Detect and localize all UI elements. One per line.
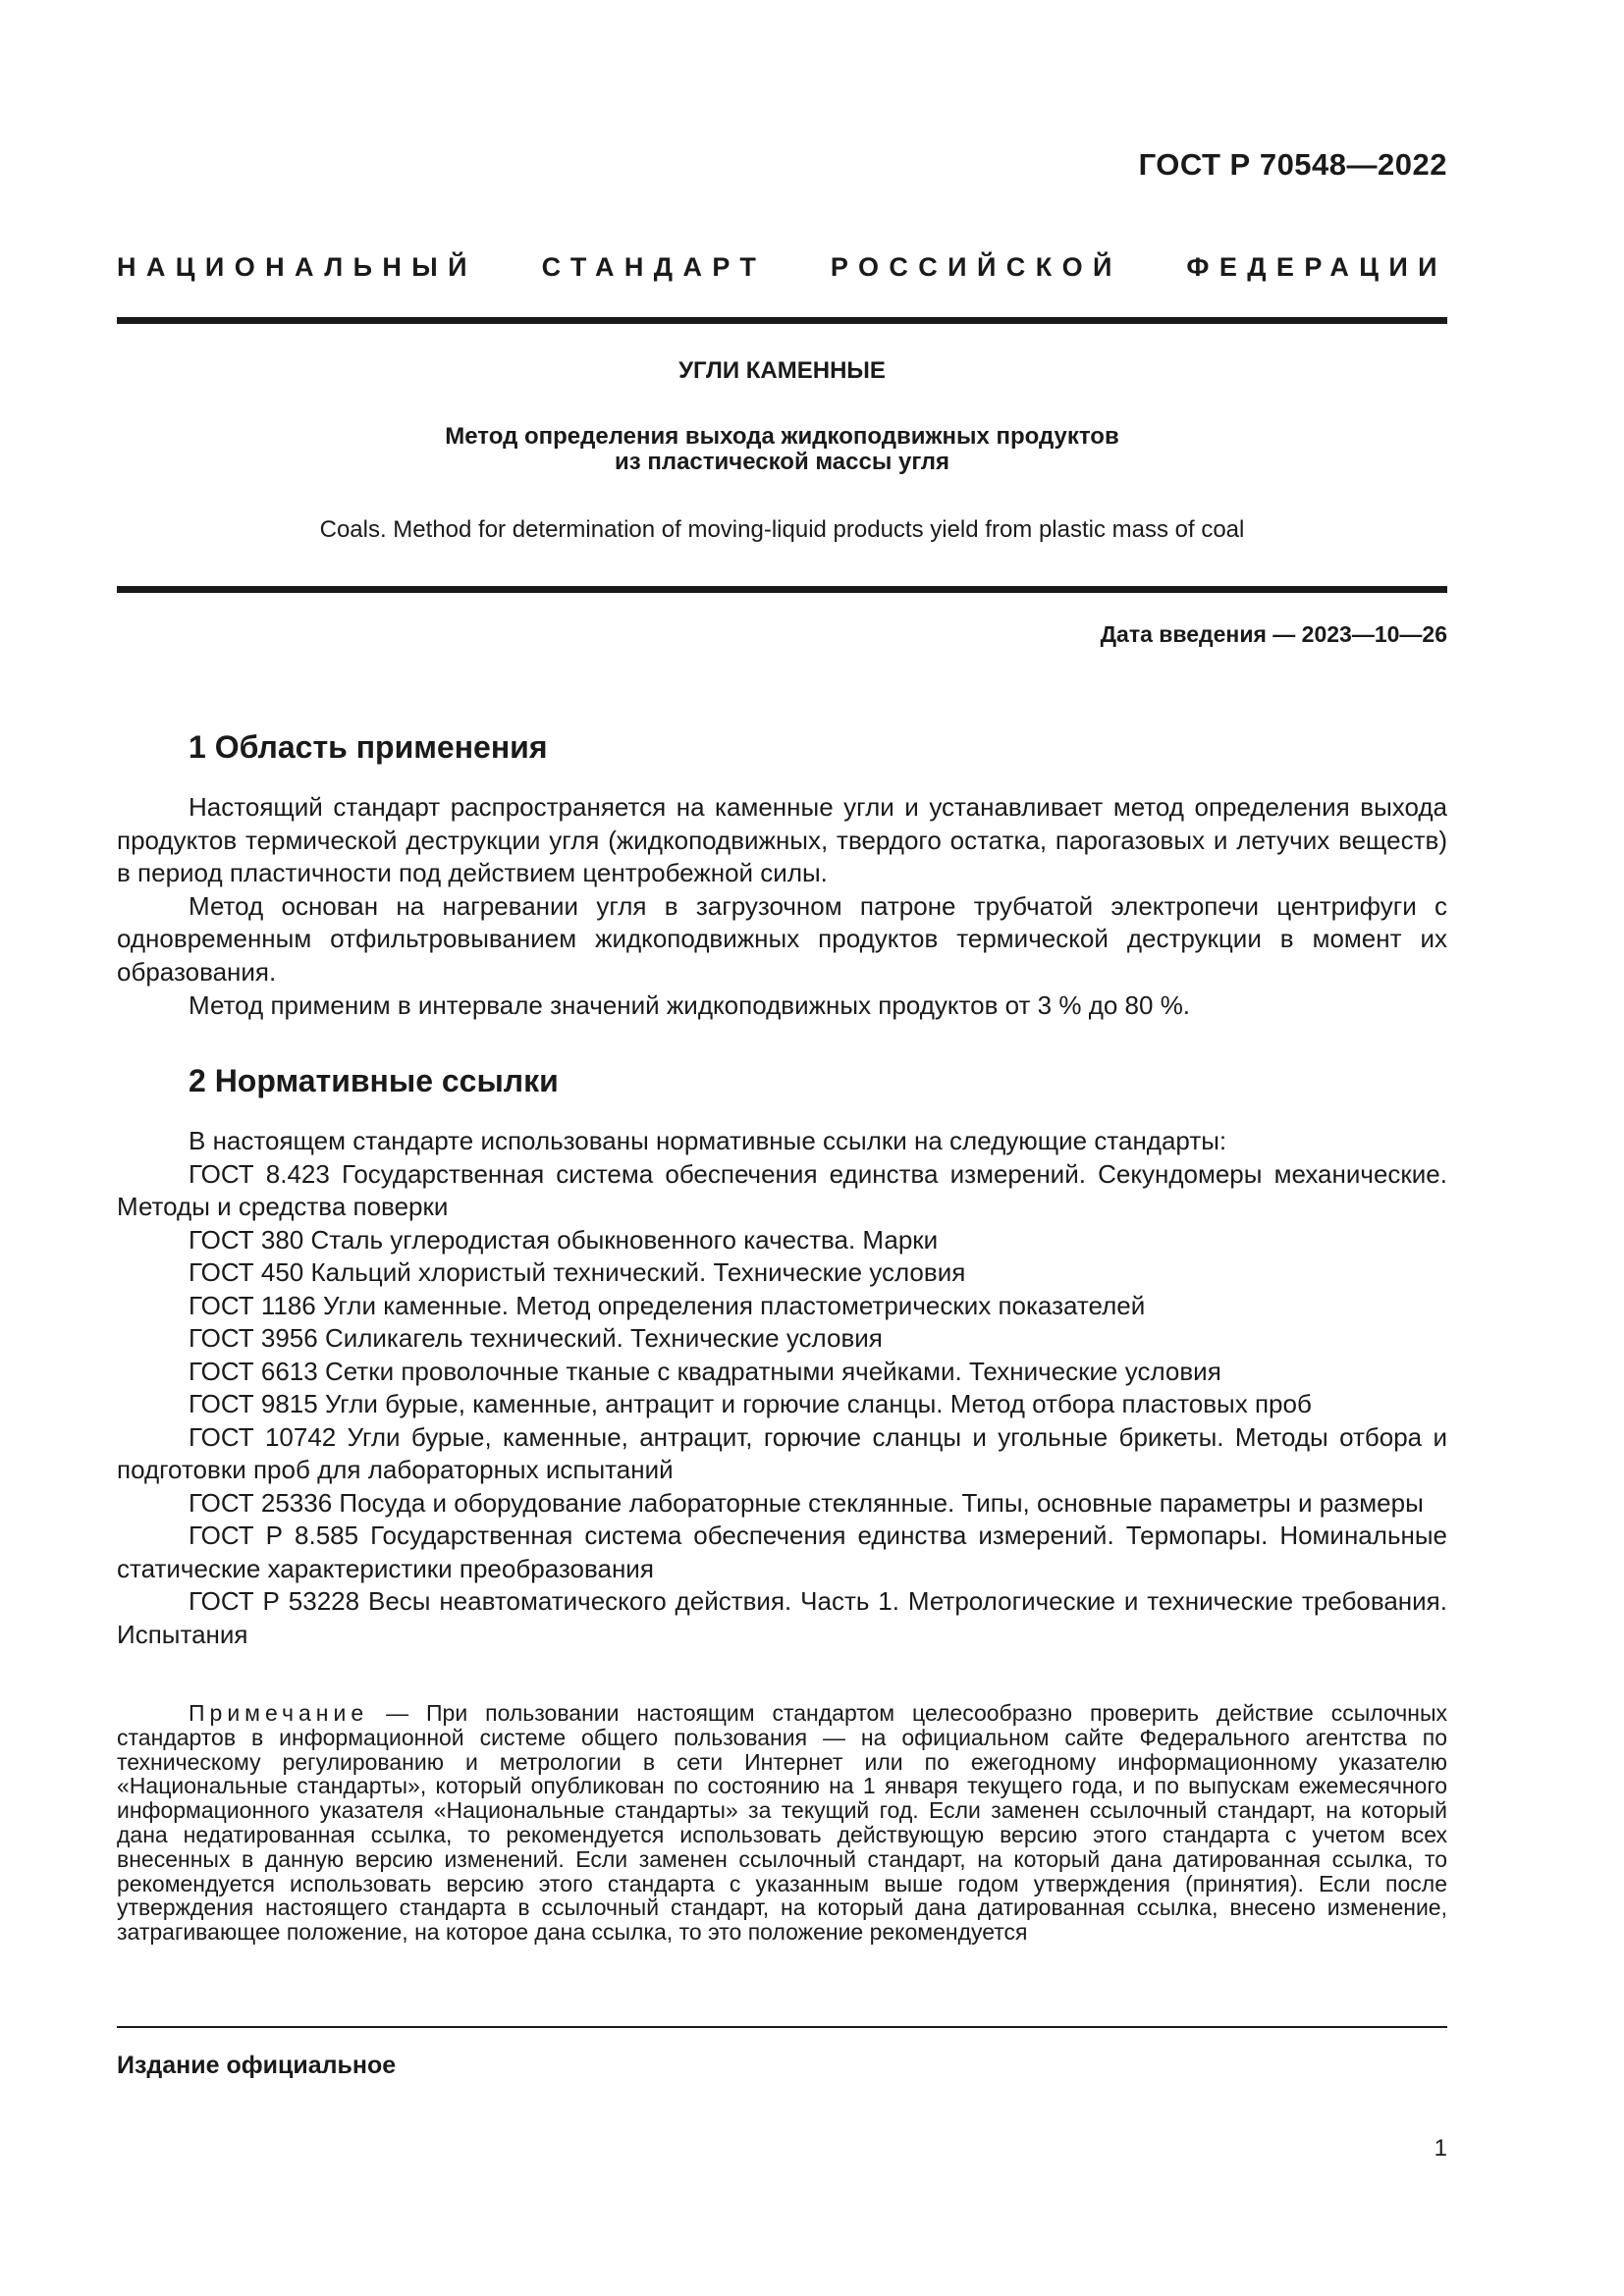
reference-code: ГОСТ Р 8.585 bbox=[189, 1521, 359, 1550]
reference-title: Угли бурые, каменные, антрацит и горючие сланцы. Метод отбора пластовых проб bbox=[324, 1389, 1312, 1418]
reference-title: Угли бурые, каменные, антрацит, горючие сланцы и угольные брикеты. Методы отбора и подготовки проб для лабораторных испытаний bbox=[117, 1421, 1447, 1484]
reference-item bbox=[117, 1520, 1447, 1585]
reference-item bbox=[117, 1487, 1447, 1521]
section-1-paragraph: Метод применим в интервале значений жидкоподвижных продуктов от 3 % до 80 %. bbox=[189, 989, 1191, 1020]
note-paragraph bbox=[117, 1701, 1447, 1945]
official-edition-label: Издание официальное bbox=[117, 2052, 397, 2079]
document-title: УГЛИ КАМЕННЫЕ bbox=[678, 357, 886, 384]
reference-item bbox=[117, 1224, 1447, 1257]
references-note bbox=[117, 1701, 1447, 1945]
national-standard-header: НАЦИОНАЛЬНЫЙ СТАНДАРТ РОССИЙСКОЙ ФЕДЕРАЦИИ bbox=[117, 252, 1447, 282]
reference-item bbox=[117, 1356, 1447, 1389]
document-subtitle bbox=[117, 424, 1447, 475]
reference-item bbox=[117, 1585, 1447, 1651]
reference-item bbox=[117, 1290, 1447, 1323]
reference-item bbox=[117, 1421, 1447, 1487]
section-1-paragraph: Метод основан на нагревании угля в загрузочном патроне трубчатой электропечи центрифуги с одновременным отфильтровыванием жидкоподвижных продуктов термической деструкции в момент их образования. bbox=[117, 890, 1447, 987]
reference-title: Весы неавтоматического действия. Часть 1. Метрологические и технические требования. Испытания bbox=[117, 1586, 1447, 1649]
document-number: ГОСТ Р 70548—2022 bbox=[1138, 147, 1447, 182]
reference-title: Сетки проволочные тканые с квадратными ячейками. Технические условия bbox=[324, 1356, 1221, 1386]
reference-item bbox=[117, 1256, 1447, 1290]
reference-item bbox=[117, 1388, 1447, 1421]
reference-code: ГОСТ 10742 bbox=[189, 1421, 337, 1452]
reference-title: Государственная система обеспечения единства измерений. Секундомеры механические. Методы и средства поверки bbox=[117, 1158, 1447, 1221]
section-1-body bbox=[117, 791, 1447, 1022]
references-intro: В настоящем стандарте использованы нормативные ссылки на следующие стандарты: bbox=[189, 1126, 1227, 1155]
section-2-references bbox=[117, 1125, 1447, 1651]
section-1-heading: 1 Область применения bbox=[189, 729, 548, 765]
reference-code: ГОСТ Р 53228 bbox=[189, 1586, 360, 1616]
reference-code: ГОСТ 25336 bbox=[189, 1487, 333, 1518]
reference-code: ГОСТ 8.423 bbox=[189, 1158, 330, 1189]
reference-code: ГОСТ 9815 bbox=[189, 1389, 318, 1418]
reference-title: Посуда и оборудование лабораторные стеклянные. Типы, основные параметры и размеры bbox=[339, 1487, 1424, 1518]
english-title: Coals. Method for determination of moving-liquid products yield from plastic mass of coal bbox=[319, 516, 1245, 543]
reference-title: Угли каменные. Метод определения пластометрических показателей bbox=[323, 1290, 1146, 1320]
reference-title: Государственная система обеспечения единства измерений. Термопары. Номинальные статические характеристики преобразования bbox=[117, 1521, 1447, 1583]
reference-code: ГОСТ 450 bbox=[189, 1257, 304, 1287]
reference-code: ГОСТ 6613 bbox=[189, 1356, 318, 1386]
reference-code: ГОСТ 3956 bbox=[189, 1323, 318, 1353]
reference-code: ГОСТ 380 bbox=[189, 1224, 304, 1255]
reference-title: Силикагель технический. Технические условия bbox=[324, 1323, 883, 1353]
footer-divider bbox=[117, 2026, 1447, 2028]
reference-title: Сталь углеродистая обыкновенного качества. Марки bbox=[310, 1224, 939, 1255]
header-divider bbox=[117, 317, 1447, 324]
title-divider bbox=[117, 586, 1447, 593]
page-number: 1 bbox=[1434, 2135, 1447, 2162]
introduction-date: Дата введения — 2023—10—26 bbox=[1100, 621, 1447, 647]
subtitle-line-1: Метод определения выхода жидкоподвижных продуктов bbox=[445, 423, 1119, 450]
note-label: Примечание bbox=[189, 1700, 369, 1726]
reference-code: ГОСТ 1186 bbox=[189, 1290, 316, 1320]
note-body: — При пользовании настоящим стандартом целесообразно проверить действие ссылочных стандартов в информационной системе общего пользования — на официальном сайте Федерального агентства по техническому регулированию и метрологии в сети Интернет или по ежегодному информационному указателю «Национальные стандарты», который опубликован по состоянию на 1 января текущего года, и по выпускам ежемесячного информационного указателя «Национальные стандарты» за текущий год. Если заменен ссылочный стандарт, на который дана недатированная ссылка, то рекомендуется использовать действующую версию этого стандарта с учетом всех внесенных в данную версию изменений. Если заменен ссылочный стандарт, на который дана датированная ссылка, то рекомендуется использовать версию этого стандарта с указанным выше годом утверждения (принятия). Если после утверждения настоящего стандарта в ссылочный стандарт, на который дана датированная ссылка, внесено изменение, затрагивающее положение, на которое дана ссылка, то это положение рекомендуется bbox=[117, 1700, 1447, 1946]
subtitle-line-2: из пластической массы угля bbox=[614, 449, 950, 475]
reference-item bbox=[117, 1322, 1447, 1356]
reference-item bbox=[117, 1158, 1447, 1224]
reference-title: Кальций хлористый технический. Технические условия bbox=[310, 1257, 966, 1287]
section-1-paragraph: Настоящий стандарт распространяется на каменные угли и устанавливает метод определения выхода продуктов термической деструкции угля (жидкоподвижных, твердого остатка, парогазовых и летучих веществ) в период пластичности под действием центробежной силы. bbox=[117, 792, 1447, 888]
section-2-heading: 2 Нормативные ссылки bbox=[189, 1063, 559, 1098]
